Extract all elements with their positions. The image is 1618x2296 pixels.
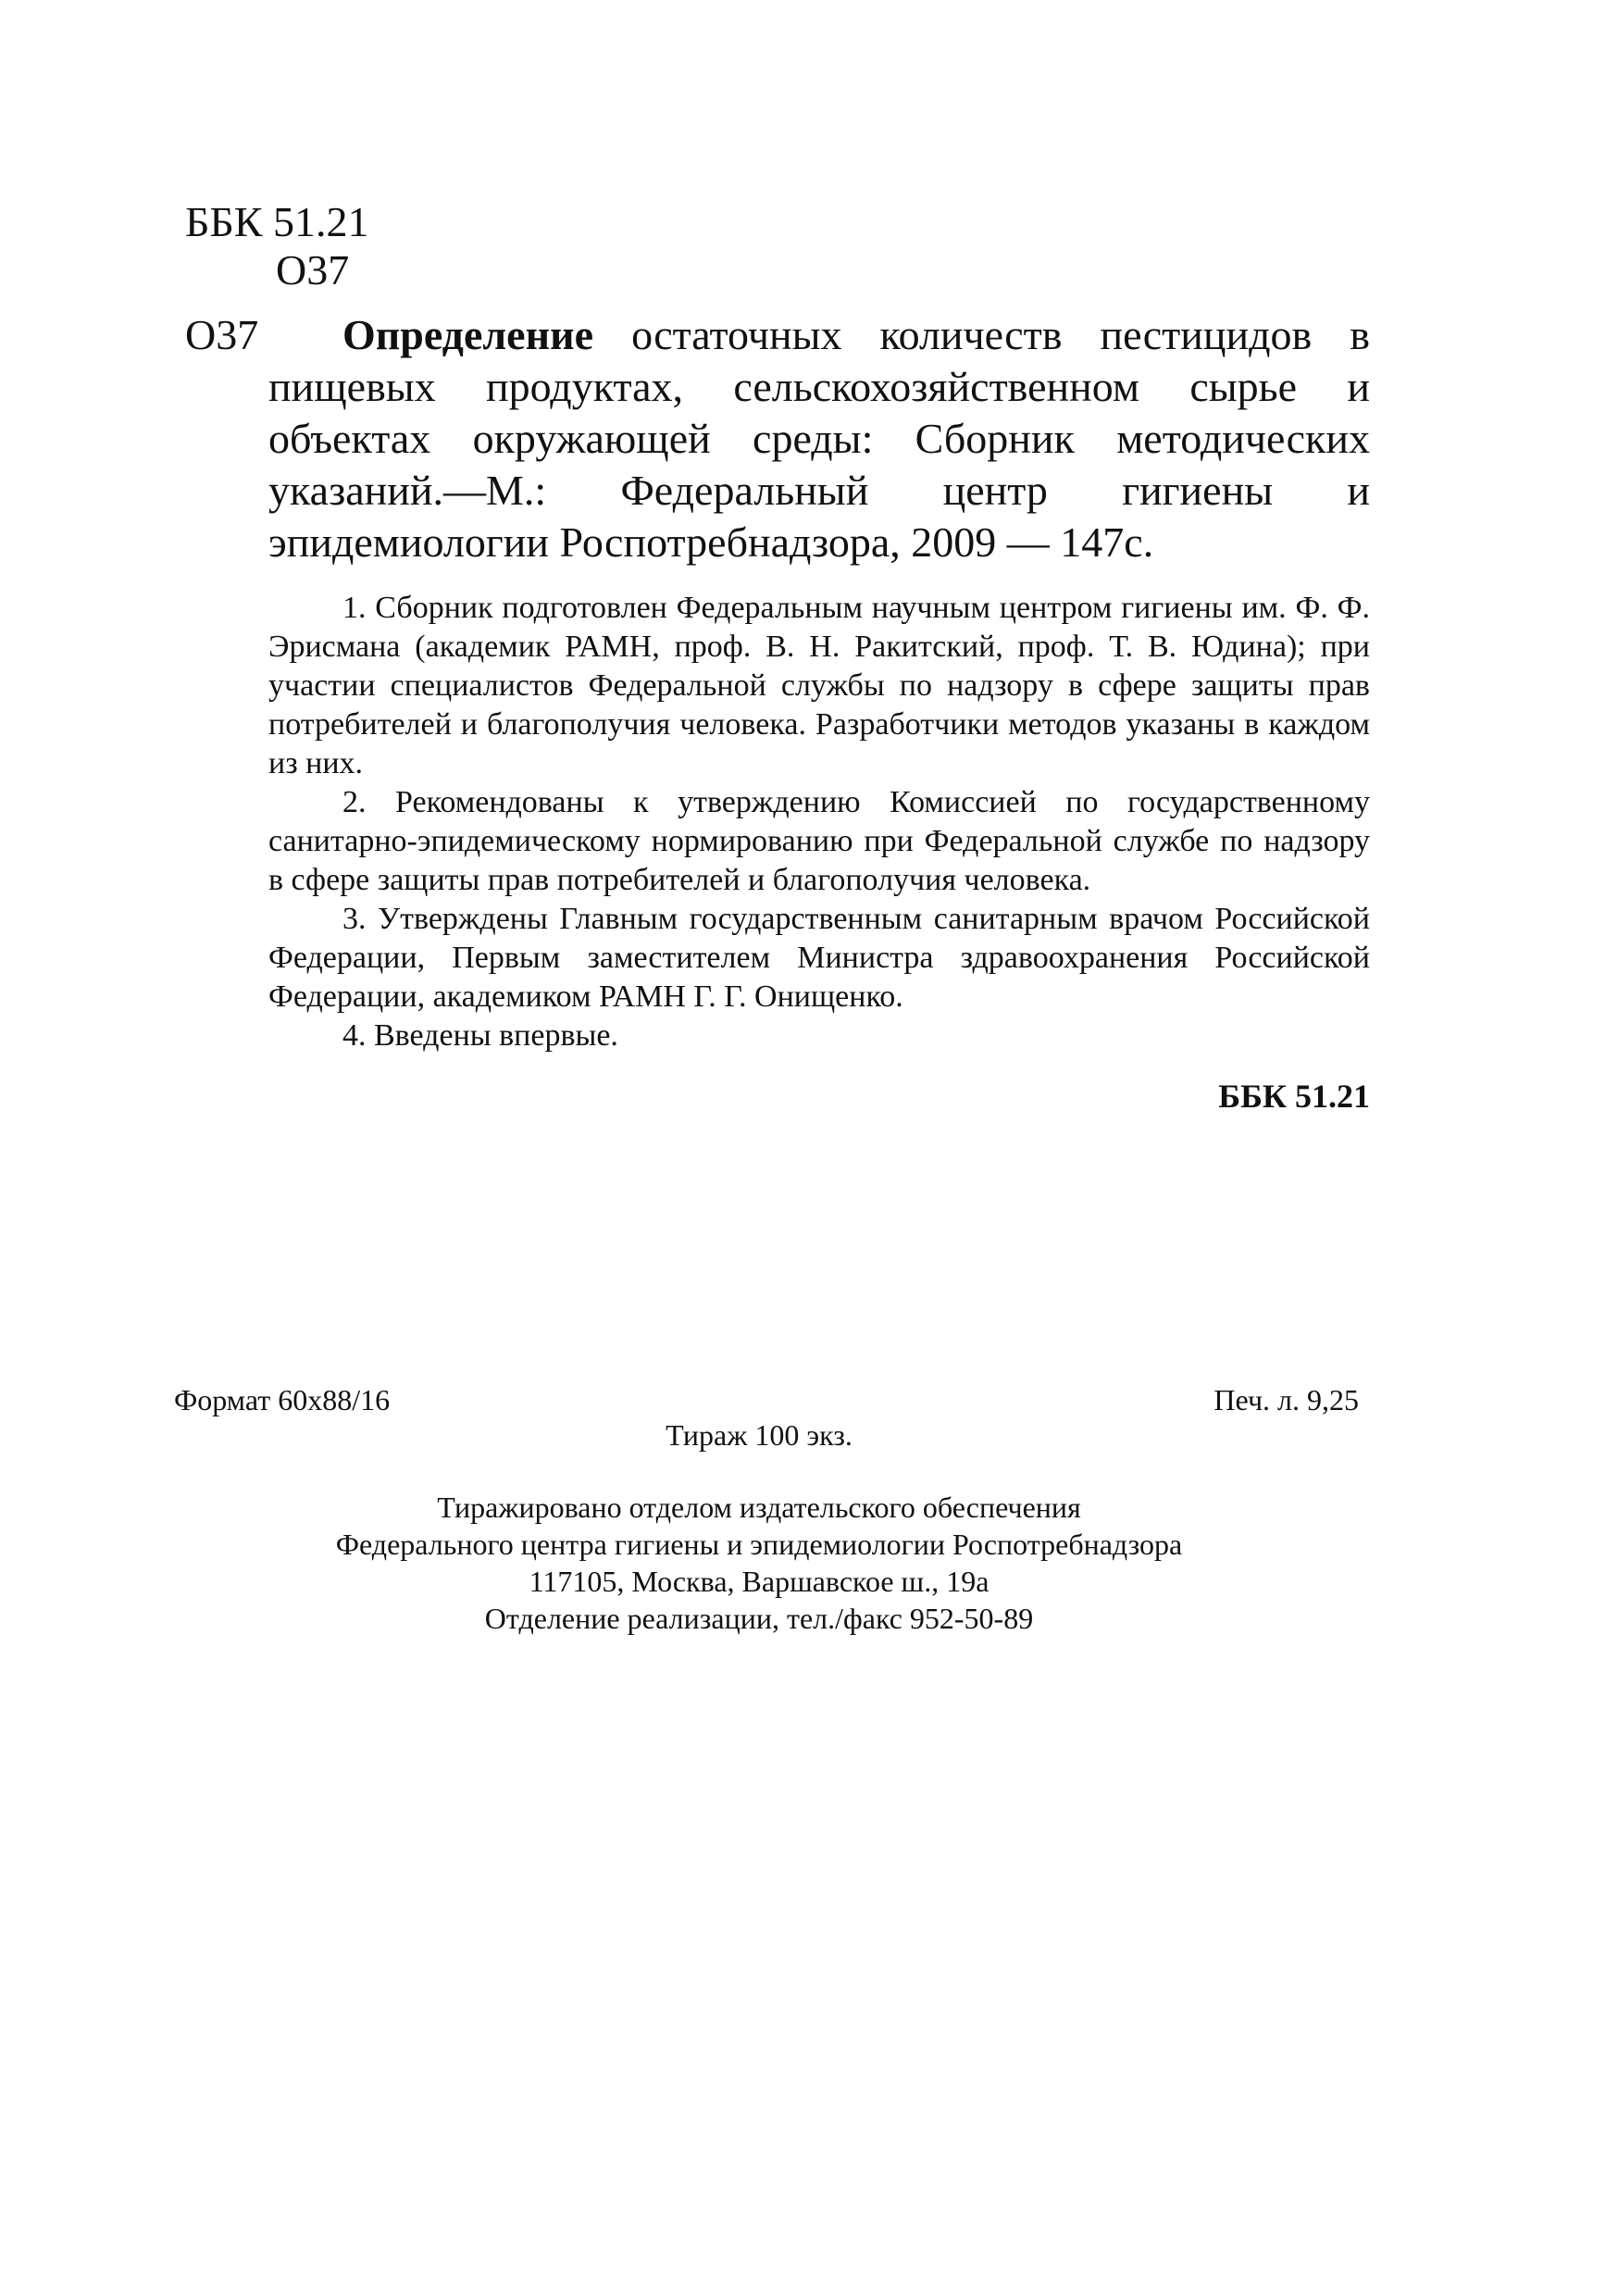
imprint-line: Федерального центра гигиены и эпидемиологии Роспотребнадзора (335, 1528, 1183, 1561)
note-item: 1. Сборник подготовлен Федеральным научным центром гигиены им. Ф. Ф. Эрисмана (академик РАМН, проф. В. Н. Ракитский, проф. Т. В. Юдина); при участии специалистов Федеральной службы по надзору в сфере защиты прав потребителей и благополучия человека. Разработчики методов указаны в каждом из них. (268, 591, 1370, 780)
annotation-title: Определение (342, 311, 594, 358)
format-info: Формат 60x88/16 (174, 1383, 391, 1416)
author-mark: О37 (276, 246, 350, 293)
note-item: 2. Рекомендованы к утверждению Комиссией по государственному санитарно-эпидемическому нормированию при Федеральной службе по надзору в сфере защиты прав потребителей и благополучия человека. (268, 785, 1370, 897)
bibliographic-annotation (185, 309, 1370, 568)
note-item: 4. Введены впервые. (342, 1018, 618, 1053)
imprint-line: Тиражировано отделом издательского обеспечения (437, 1491, 1081, 1524)
imprint-line: Отделение реализации, тел./факс 952-50-89 (484, 1602, 1034, 1635)
imprint-line: 117105, Москва, Варшавское ш., 19а (529, 1565, 989, 1598)
notes-list (268, 589, 1370, 1055)
annotation-text: остаточных количеств пестицидов в пищевых продуктах, сельскохозяйственном сырье и объектах окружающей среды: Сборник методических указаний.—М.: Федеральный центр гигиены и эпидемиологии Роспотребнадзора, 2009 — 147с. (268, 311, 1370, 566)
bbk-index: ББК 51.21 (185, 198, 369, 245)
imprint-block (0, 1489, 1518, 1637)
annotation-body (268, 309, 1370, 568)
bbk-index-bottom: ББК 51.21 (1218, 1078, 1370, 1115)
circulation-info: Тираж 100 экз. (666, 1418, 853, 1452)
annotation-author-mark: О37 (185, 311, 259, 358)
note-item: 3. Утверждены Главным государственным санитарным врачом Российской Федерации, Первым заместителем Министра здравоохранения Российской Федерации, академиком РАМН Г. Г. Онищенко. (268, 902, 1370, 1014)
print-sheets-info: Печ. л. 9,25 (1214, 1383, 1359, 1416)
